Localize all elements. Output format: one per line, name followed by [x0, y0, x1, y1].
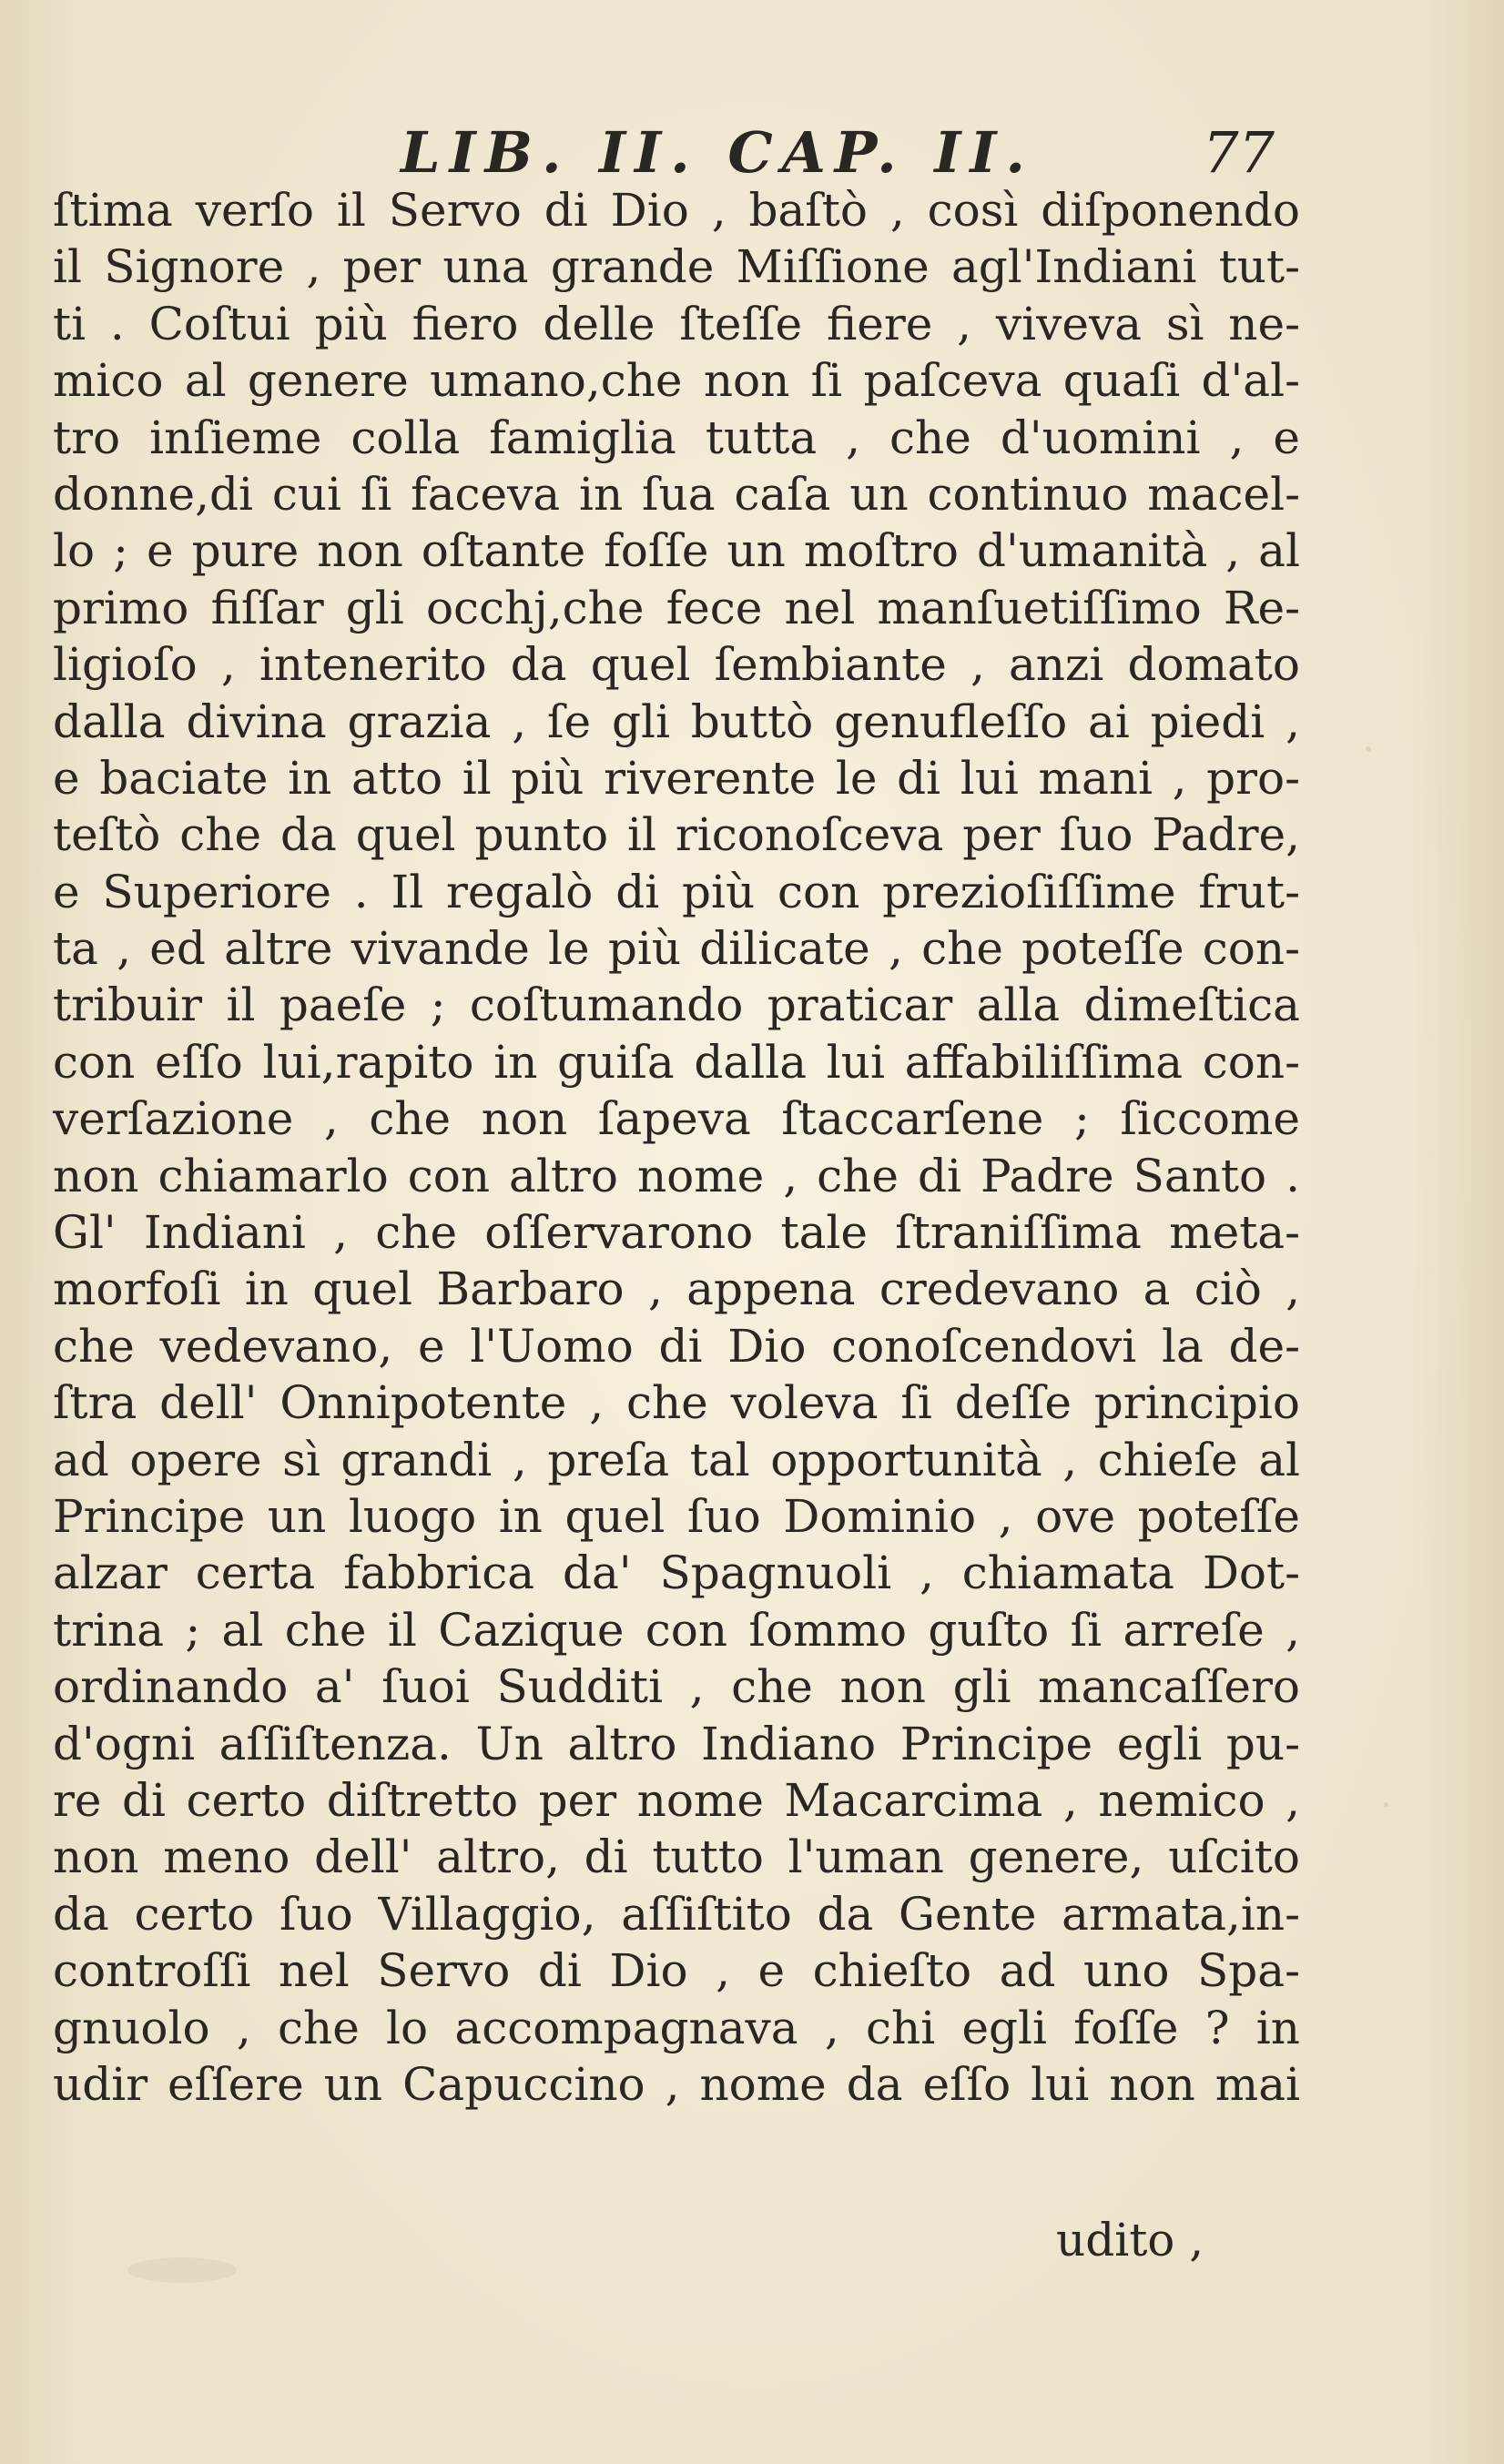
- text-line: ordinando a' ſuoi Sudditi , che non gli mancaſſero: [53, 1660, 1300, 1714]
- text-line: tro inſieme colla famiglia tutta , che d'uomini , e: [53, 411, 1300, 464]
- text-line: da certo ſuo Villaggio, aſſiſtito da Gente armata,in-: [53, 1887, 1300, 1941]
- text-line: trina ; al che il Cazique con ſommo guſto ſi arreſe ,: [53, 1603, 1300, 1657]
- text-line: ti . Coſtui più fiero delle ſteſſe fiere , viveva sì ne-: [53, 297, 1300, 350]
- text-line: donne,di cui ſi faceva in ſua caſa un continuo macel-: [53, 467, 1300, 521]
- text-line: controſſi nel Servo di Dio , e chieſto ad uno Spa-: [53, 1944, 1300, 1998]
- text-line: che vedevano, e l'Uomo di Dio conoſcendovi la de-: [53, 1319, 1300, 1373]
- page-header: [401, 117, 1311, 189]
- page-number: 77: [1203, 119, 1275, 186]
- text-line: primo fiſſar gli occhj,che fece nel manſuetiſſimo Re-: [53, 581, 1300, 634]
- text-line: d'ogni aſſiſtenza. Un altro Indiano Principe egli pu-: [53, 1717, 1300, 1770]
- text-line: teſtò che da quel punto il riconoſceva per ſuo Padre,: [53, 808, 1300, 862]
- catchword: udito ,: [1056, 2214, 1204, 2266]
- text-line: gnuolo , che lo accompagnava , chi egli foſſe ? in: [53, 2001, 1300, 2054]
- text-line: e baciate in atto il più riverente le di lui mani , pro-: [53, 751, 1300, 805]
- body-text: [53, 182, 1300, 2113]
- text-line: re di certo diſtretto per nome Macarcima , nemico ,: [53, 1773, 1300, 1827]
- text-line: tribuir il paeſe ; coſtumando praticar alla dimeſtica: [53, 979, 1300, 1032]
- text-line: mico al genere umano,che non ſi paſceva quaſi d'al-: [53, 354, 1300, 408]
- paper-stain: [127, 2257, 237, 2283]
- text-line: ligioſo , intenerito da quel ſembiante , anzi domato: [53, 638, 1300, 692]
- text-line: Principe un luogo in quel ſuo Dominio , ove poteſſe: [53, 1489, 1300, 1543]
- text-line: ad opere sì grandi , preſa tal opportunità , chieſe al: [53, 1433, 1300, 1486]
- text-line: ta , ed altre vivande le più dilicate , che poteſſe con-: [53, 922, 1300, 976]
- text-line: il Signore , per una grande Miſſione agl'Indiani tut-: [53, 240, 1300, 294]
- text-line: udir eſſere un Capuccino , nome da eſſo lui non mai: [53, 2057, 1300, 2111]
- text-line: ſtima verſo il Servo di Dio , baſtò , così diſponendo: [53, 184, 1300, 237]
- text-line: con eſſo lui,rapito in guiſa dalla lui affabiliſſima con-: [53, 1035, 1300, 1089]
- text-line: non meno dell' altro, di tutto l'uman genere, uſcito: [53, 1830, 1300, 1884]
- text-line: morfoſi in quel Barbaro , appena credevano a ciò ,: [53, 1262, 1300, 1316]
- text-line: alzar certa fabbrica da' Spagnuoli , chiamata Dot-: [53, 1546, 1300, 1600]
- text-line: ſtra dell' Onnipotente , che voleva ſi deſſe principio: [53, 1376, 1300, 1430]
- text-line: non chiamarlo con altro nome , che di Padre Santo .: [53, 1149, 1300, 1202]
- text-line: e Superiore . Il regalò di più con prezioſiſſime frut-: [53, 865, 1300, 918]
- text-line: Gl' Indiani , che oſſervarono tale ſtraniſſima meta-: [53, 1206, 1300, 1260]
- text-line: verſazione , che non ſapeva ſtaccarſene ; ſiccome: [53, 1092, 1300, 1146]
- text-line: lo ; e pure non oſtante foſſe un moſtro d'umanità , al: [53, 524, 1300, 578]
- running-head: LIB. II. CAP. II.: [401, 119, 1034, 186]
- text-line: dalla divina grazia , ſe gli buttò genufleſſo ai piedi ,: [53, 695, 1300, 748]
- paper-speck: [1366, 746, 1371, 752]
- paper-speck: [1384, 1802, 1388, 1807]
